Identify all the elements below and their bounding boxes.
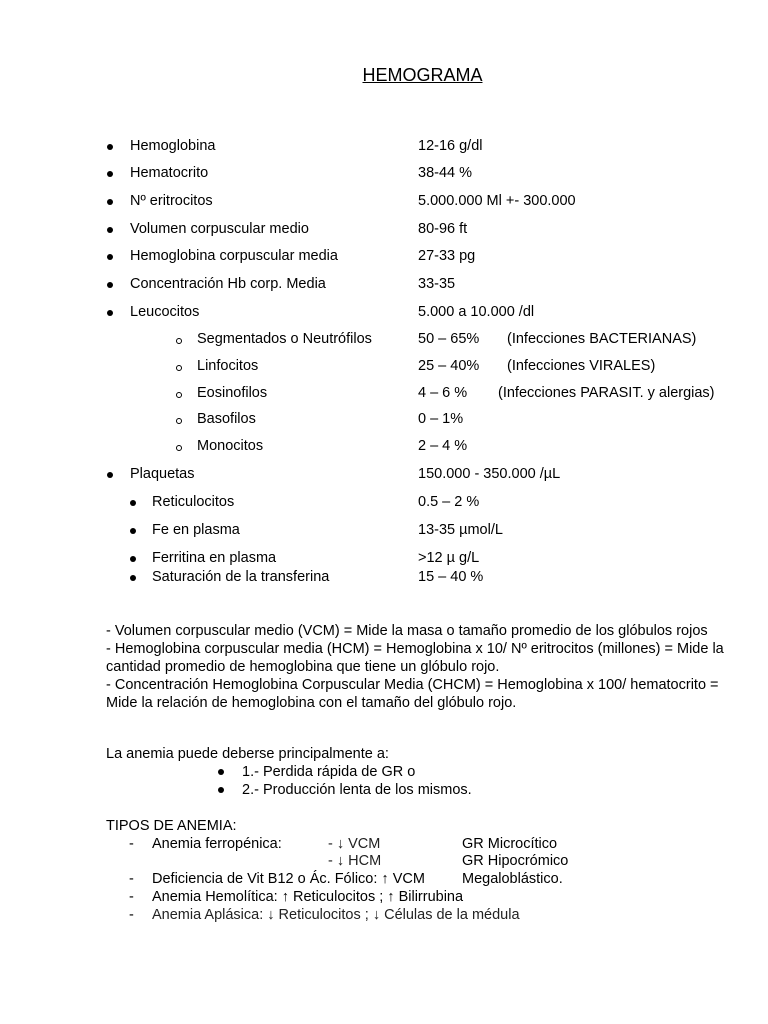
page-title: HEMOGRAMA bbox=[362, 65, 483, 85]
item-label: Basofilos bbox=[197, 411, 256, 427]
ferro-label: Anemia ferropénica: bbox=[152, 836, 282, 852]
circle-bullet-icon bbox=[176, 418, 182, 424]
circle-bullet-icon bbox=[176, 445, 182, 451]
item-note: (Infecciones PARASIT. y alergias) bbox=[498, 385, 715, 401]
item-value: 2 – 4 % bbox=[418, 438, 468, 454]
anemia-intro: La anemia puede deberse principalmente a: bbox=[106, 746, 389, 762]
item-note: (Infecciones BACTERIANAS) bbox=[507, 331, 697, 347]
circle-bullet-icon bbox=[176, 338, 182, 344]
definition-vcm: - Volumen corpuscular medio (VCM) = Mide la masa o tamaño promedio de los glóbulos rojos bbox=[106, 623, 708, 639]
item-value: 25 – 40% bbox=[418, 358, 480, 374]
ferro-hcm: - ↓ HCM bbox=[328, 853, 382, 869]
ferro-vcm: - ↓ VCM bbox=[328, 836, 381, 852]
bullet-icon bbox=[107, 199, 113, 205]
definition-chcm: - Concentración Hemoglobina Corpuscular Media (CHCM) = Hemoglobina x 100/ hematocrito = Mide la relación de hemoglobina con el tamaño del glóbulo rojo. bbox=[106, 677, 719, 711]
item-value: 5.000.000 Ml +- 300.000 bbox=[418, 193, 576, 209]
item-value: 80-96 ft bbox=[418, 221, 468, 237]
item-label: Linfocitos bbox=[197, 358, 259, 374]
circle-bullet-icon bbox=[176, 392, 182, 398]
aplasica-label: Anemia Aplásica: ↓ Reticulocitos ; ↓ Células de la médula bbox=[152, 907, 520, 923]
bullet-icon bbox=[218, 787, 224, 793]
dash-marker: - bbox=[129, 836, 134, 852]
bullet-icon bbox=[107, 282, 113, 288]
item-note: (Infecciones VIRALES) bbox=[507, 358, 656, 374]
item-value: 50 – 65% bbox=[418, 331, 480, 347]
bullet-icon bbox=[130, 528, 136, 534]
item-label: Concentración Hb corp. Media bbox=[130, 276, 326, 292]
ferro-hipocromico: GR Hipocrómico bbox=[462, 853, 569, 869]
item-label: Eosinofilos bbox=[197, 385, 268, 401]
bullet-icon bbox=[107, 227, 113, 233]
item-label: Reticulocitos bbox=[152, 494, 235, 510]
definition-hcm: - Hemoglobina corpuscular media (HCM) = Hemoglobina x 10/ Nº eritrocitos (millones) = Mide la cantidad promedio de hemoglobina que tiene un glóbulo rojo. bbox=[106, 641, 724, 675]
b12-result: Megaloblástico. bbox=[462, 871, 563, 887]
item-label: Segmentados o Neutrófilos bbox=[197, 331, 372, 347]
item-label: Hematocrito bbox=[130, 165, 209, 181]
item-value: 13-35 µmol/L bbox=[418, 522, 503, 538]
item-value: 0 – 1% bbox=[418, 411, 464, 427]
dash-marker: - bbox=[129, 907, 134, 923]
item-label: Fe en plasma bbox=[152, 522, 240, 538]
cause-text: 2.- Producción lenta de los mismos. bbox=[242, 782, 472, 798]
dash-marker: - bbox=[129, 871, 134, 887]
item-label: Monocitos bbox=[197, 438, 264, 454]
circle-bullet-icon bbox=[176, 365, 182, 371]
cause-text: 1.- Perdida rápida de GR o bbox=[242, 764, 416, 780]
bullet-icon bbox=[130, 500, 136, 506]
bullet-icon bbox=[130, 556, 136, 562]
item-value: 15 – 40 % bbox=[418, 569, 484, 585]
bullet-icon bbox=[107, 144, 113, 150]
item-value: 38-44 % bbox=[418, 165, 473, 181]
item-value: 0.5 – 2 % bbox=[418, 494, 480, 510]
item-value: 5.000 a 10.000 /dl bbox=[418, 304, 535, 320]
item-value: >12 µ g/L bbox=[418, 550, 480, 566]
item-label: Saturación de la transferina bbox=[152, 569, 330, 585]
bullet-icon bbox=[107, 310, 113, 316]
item-label: Leucocitos bbox=[130, 304, 200, 320]
bullet-icon bbox=[107, 171, 113, 177]
dash-marker: - bbox=[129, 889, 134, 905]
tipos-heading: TIPOS DE ANEMIA: bbox=[106, 818, 237, 834]
item-value: 150.000 - 350.000 /µL bbox=[418, 466, 561, 482]
bullet-icon bbox=[107, 472, 113, 478]
item-label: Nº eritrocitos bbox=[130, 193, 213, 209]
item-value: 33-35 bbox=[418, 276, 456, 292]
item-label: Hemoglobina corpuscular media bbox=[130, 248, 338, 264]
ferro-microcitico: GR Microcítico bbox=[462, 836, 558, 852]
hemolitica-label: Anemia Hemolítica: ↑ Reticulocitos ; ↑ Bilirrubina bbox=[152, 889, 464, 905]
item-value: 27-33 pg bbox=[418, 248, 476, 264]
b12-label: Deficiencia de Vit B12 o Ác. Fólico: ↑ VCM bbox=[152, 871, 425, 887]
item-label: Volumen corpuscular medio bbox=[130, 221, 309, 237]
item-label: Ferritina en plasma bbox=[152, 550, 277, 566]
item-value: 12-16 g/dl bbox=[418, 138, 483, 154]
bullet-icon bbox=[107, 254, 113, 260]
item-value: 4 – 6 % bbox=[418, 385, 468, 401]
item-label: Hemoglobina bbox=[130, 138, 216, 154]
item-label: Plaquetas bbox=[130, 466, 195, 482]
bullet-icon bbox=[130, 575, 136, 581]
bullet-icon bbox=[218, 769, 224, 775]
